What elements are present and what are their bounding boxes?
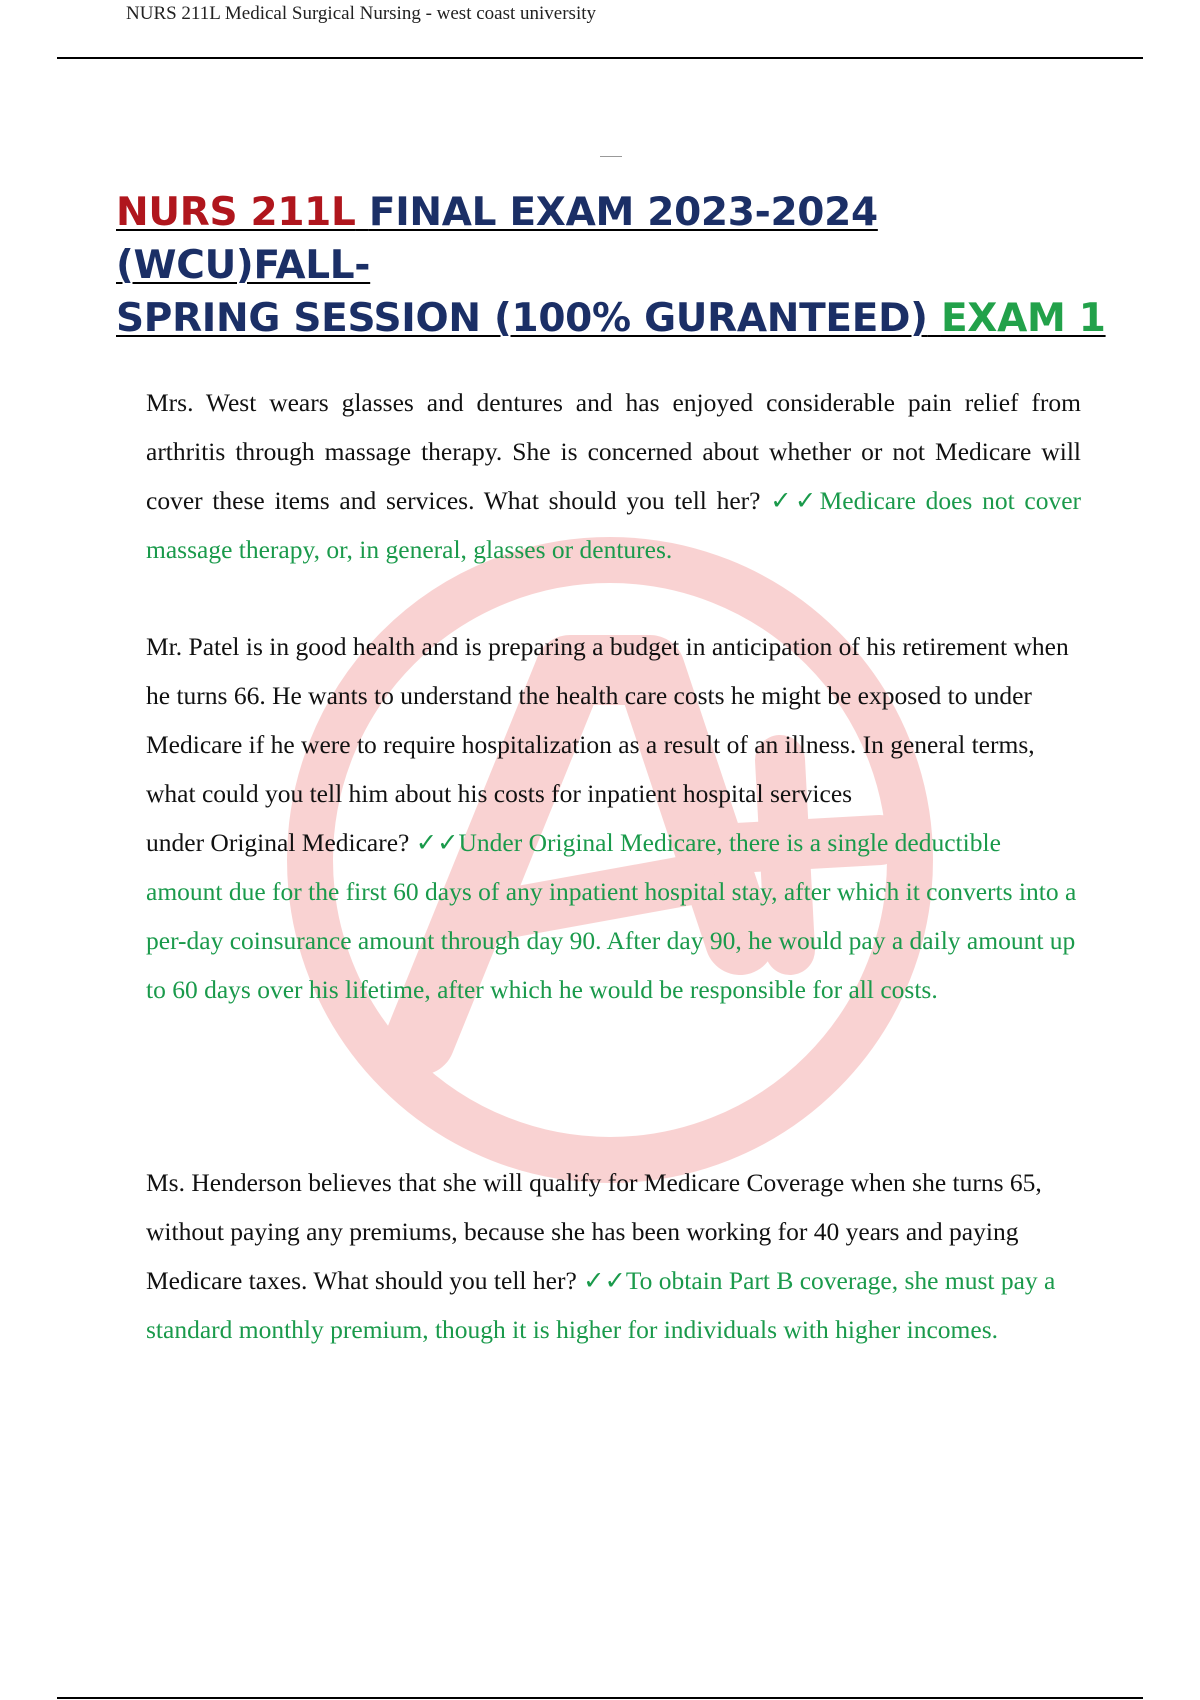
question-text: Mrs. West wears glasses and dentures and has enjoyed considerable pain relief from arthritis through massage therapy. She is concerned about whether or not Medicare will cover these items and services. What should you tell her?: [146, 388, 1081, 515]
decorative-mark: [600, 156, 622, 157]
title-main-line1: FINAL EXAM 2023-2024 (WCU)FALL-: [116, 190, 878, 288]
qa-item: [146, 622, 1081, 1014]
qa-item: [146, 1158, 1081, 1354]
footer-divider: [57, 1697, 1143, 1699]
title-course-code: NURS 211L: [116, 190, 356, 235]
answer-text: ✓✓Medicare does not cover massage therapy, or, in general, glasses or dentures.: [146, 486, 1082, 564]
qa-item: [146, 378, 1081, 574]
title-exam-label: EXAM 1: [940, 296, 1106, 341]
question-text: Mr. Patel is in good health and is preparing a budget in anticipation of his retirement when he turns 66. He wants to understand the health care costs he might be exposed to under Medicare if he were to require hospitalization as a result of an illness. In general terms, what could you tell him about his costs for inpatient hospital services: [146, 632, 1069, 808]
header-divider: [57, 57, 1143, 59]
running-header: NURS 211L Medical Surgical Nursing - west coast university: [126, 3, 597, 24]
answer-text: ✓✓To obtain Part B coverage, she must pay a standard monthly premium, though it is higher for individuals with higher incomes.: [146, 1266, 1056, 1344]
question-text-continued: under Original Medicare?: [146, 828, 410, 857]
answer-text: ✓✓Under Original Medicare, there is a single deductible amount due for the first 60 days of any inpatient hospital stay, after which it converts into a per-day coinsurance amount through day 90. After day 90, he would pay a daily amount up to 60 days over his lifetime, after which he would be responsible for all costs.: [146, 828, 1077, 1004]
question-text: Ms. Henderson believes that she will qualify for Medicare Coverage when she turns 65, without paying any premiums, because she has been working for 40 years and paying Medicare taxes. What should you tell her?: [146, 1168, 1042, 1295]
title-main-line2: SPRING SESSION (100% GURANTEED): [116, 296, 928, 341]
document-title: [116, 186, 1116, 345]
